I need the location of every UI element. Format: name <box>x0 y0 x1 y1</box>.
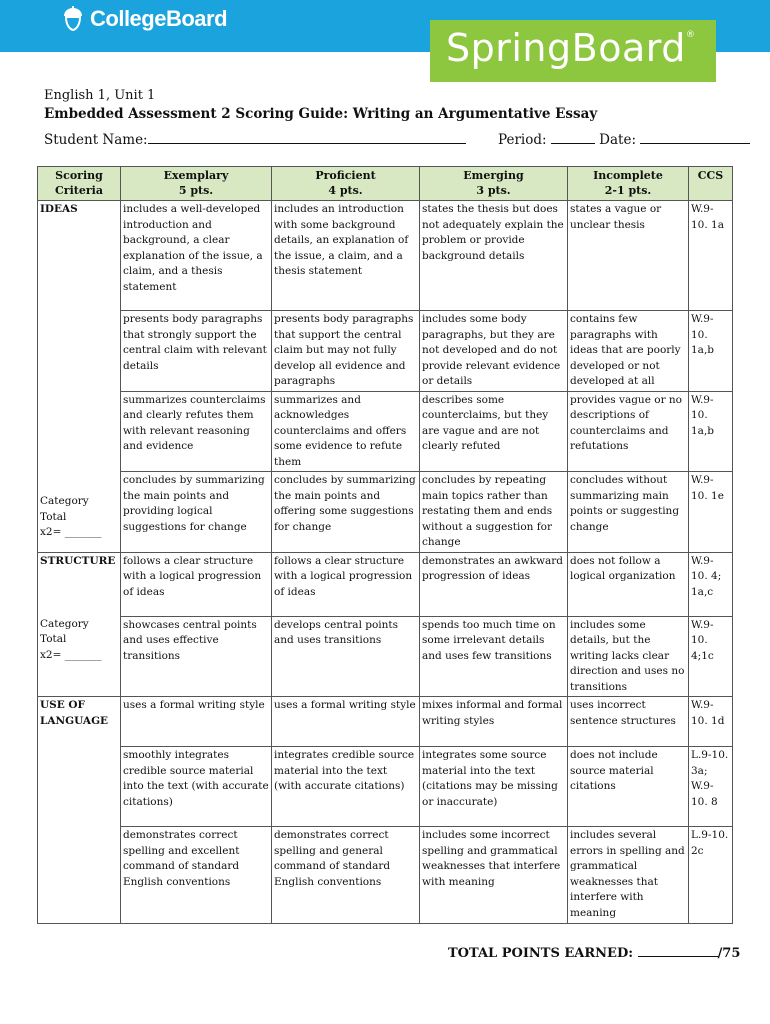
header-row <box>38 167 733 201</box>
cell-ccs: W.9-10. 1a <box>689 201 733 311</box>
cell-proficient: integrates credible source material into the text (with accurate citations) <box>272 747 420 827</box>
total-label: TOTAL POINTS EARNED: <box>448 946 634 961</box>
collegeboard-logo[interactable] <box>62 6 227 32</box>
table-row <box>38 697 733 747</box>
cell-emerging: demonstrates an awkward progression of ideas <box>420 552 568 616</box>
springboard-logo[interactable] <box>430 20 716 82</box>
cell-emerging: concludes by repeating main topics rather than restating them and ends without a suggestion for change <box>420 472 568 553</box>
criteria-use-of-language: USE OF LANGUAGE <box>38 697 121 924</box>
cell-proficient: demonstrates correct spelling and general command of standard English conventions <box>272 827 420 924</box>
scoring-rubric-table <box>37 166 733 924</box>
header-ccs: CCS <box>689 167 733 201</box>
cell-ccs: L.9-10. 2c <box>689 827 733 924</box>
acorn-icon <box>62 6 84 32</box>
cell-proficient: summarizes and acknowledges counterclaims and offers some evidence to refute them <box>272 391 420 472</box>
table-row <box>38 311 733 392</box>
cell-incomplete: does not follow a logical organization <box>568 552 689 616</box>
cell-ccs: W.9-10. 1a,b <box>689 391 733 472</box>
table-row <box>38 552 733 616</box>
criteria-ideas: IDEAS Category Total x2= _______ <box>38 201 121 553</box>
cell-exemplary: showcases central points and uses effective transitions <box>121 616 272 697</box>
cell-exemplary: demonstrates correct spelling and excellent command of standard English conventions <box>121 827 272 924</box>
cell-emerging: includes some body paragraphs, but they are not developed and do not provide relevant evidence or details <box>420 311 568 392</box>
category-total[interactable]: Category Total x2= _______ <box>40 617 102 661</box>
criteria-structure: STRUCTURE Category Total x2= _______ <box>38 552 121 697</box>
cell-proficient: includes an introduction with some background details, an explanation of the issue, a claim, and a thesis statement <box>272 201 420 311</box>
cell-ccs: L.9-10. 3a; W.9-10. 8 <box>689 747 733 827</box>
cell-emerging: spends too much time on some irrelevant details and uses few transitions <box>420 616 568 697</box>
table-row <box>38 827 733 924</box>
cell-ccs: W.9-10. 1e <box>689 472 733 553</box>
cell-ccs: W.9-10. 1a,b <box>689 311 733 392</box>
cell-incomplete: concludes without summarizing main points or suggesting change <box>568 472 689 553</box>
total-max: /75 <box>717 946 741 961</box>
cell-incomplete: includes some details, but the writing lacks clear direction and uses no transitions <box>568 616 689 697</box>
cell-incomplete: does not include source material citations <box>568 747 689 827</box>
cell-ccs: W.9-10. 4; 1a,c <box>689 552 733 616</box>
cell-exemplary: presents body paragraphs that strongly support the central claim with relevant details <box>121 311 272 392</box>
cell-proficient: develops central points and uses transitions <box>272 616 420 697</box>
cell-proficient: concludes by summarizing the main points and offering some suggestions for change <box>272 472 420 553</box>
cell-exemplary: uses a formal writing style <box>121 697 272 747</box>
header-proficient: Proficient 4 pts. <box>272 167 420 201</box>
cell-emerging: integrates some source material into the text (citations may be missing or inaccurate) <box>420 747 568 827</box>
cell-exemplary: includes a well-developed introduction and background, a clear explanation of the issue, a claim, and a thesis statement <box>121 201 272 311</box>
header-incomplete: Incomplete 2-1 pts. <box>568 167 689 201</box>
cell-proficient: follows a clear structure with a logical progression of ideas <box>272 552 420 616</box>
total-blank[interactable] <box>638 943 718 957</box>
cell-emerging: includes some incorrect spelling and grammatical weaknesses that interfere with meaning <box>420 827 568 924</box>
course-label: English 1, Unit 1 <box>44 88 156 103</box>
cell-incomplete: uses incorrect sentence structures <box>568 697 689 747</box>
page-title: Embedded Assessment 2 Scoring Guide: Writing an Argumentative Essay <box>44 106 598 122</box>
header-exemplary: Exemplary 5 pts. <box>121 167 272 201</box>
cell-incomplete: states a vague or unclear thesis <box>568 201 689 311</box>
cell-proficient: uses a formal writing style <box>272 697 420 747</box>
cell-exemplary: summarizes counterclaims and clearly refutes them with relevant reasoning and evidence <box>121 391 272 472</box>
cell-emerging: describes some counterclaims, but they are vague and are not clearly refuted <box>420 391 568 472</box>
cell-exemplary: concludes by summarizing the main points and providing logical suggestions for change <box>121 472 272 553</box>
period-date-fields[interactable]: Period: Date: <box>498 130 750 148</box>
category-total[interactable]: Category Total x2= _______ <box>40 495 102 538</box>
cell-ccs: W.9-10. 4;1c <box>689 616 733 697</box>
cell-incomplete: provides vague or no descriptions of counterclaims and refutations <box>568 391 689 472</box>
cell-proficient: presents body paragraphs that support the central claim but may not fully develop all evidence and paragraphs <box>272 311 420 392</box>
collegeboard-wordmark: CollegeBoard <box>90 6 228 31</box>
table-row <box>38 616 733 697</box>
springboard-wordmark: SpringBoard® <box>446 26 696 70</box>
header-criteria: Scoring Criteria <box>38 167 121 201</box>
header-emerging: Emerging 3 pts. <box>420 167 568 201</box>
cell-incomplete: includes several errors in spelling and grammatical weaknesses that interfere with meaning <box>568 827 689 924</box>
cell-incomplete: contains few paragraphs with ideas that are poorly developed or not developed at all <box>568 311 689 392</box>
table-row <box>38 201 733 311</box>
student-name-field[interactable]: Student Name: <box>44 130 466 148</box>
cell-exemplary: follows a clear structure with a logical progression of ideas <box>121 552 272 616</box>
table-row <box>38 391 733 472</box>
total-points-earned[interactable] <box>448 943 740 961</box>
table-row <box>38 747 733 827</box>
cell-ccs: W.9-10. 1d <box>689 697 733 747</box>
cell-emerging: states the thesis but does not adequately explain the problem or provide background details <box>420 201 568 311</box>
cell-exemplary: smoothly integrates credible source material into the text (with accurate citations) <box>121 747 272 827</box>
cell-emerging: mixes informal and formal writing styles <box>420 697 568 747</box>
table-row <box>38 472 733 553</box>
